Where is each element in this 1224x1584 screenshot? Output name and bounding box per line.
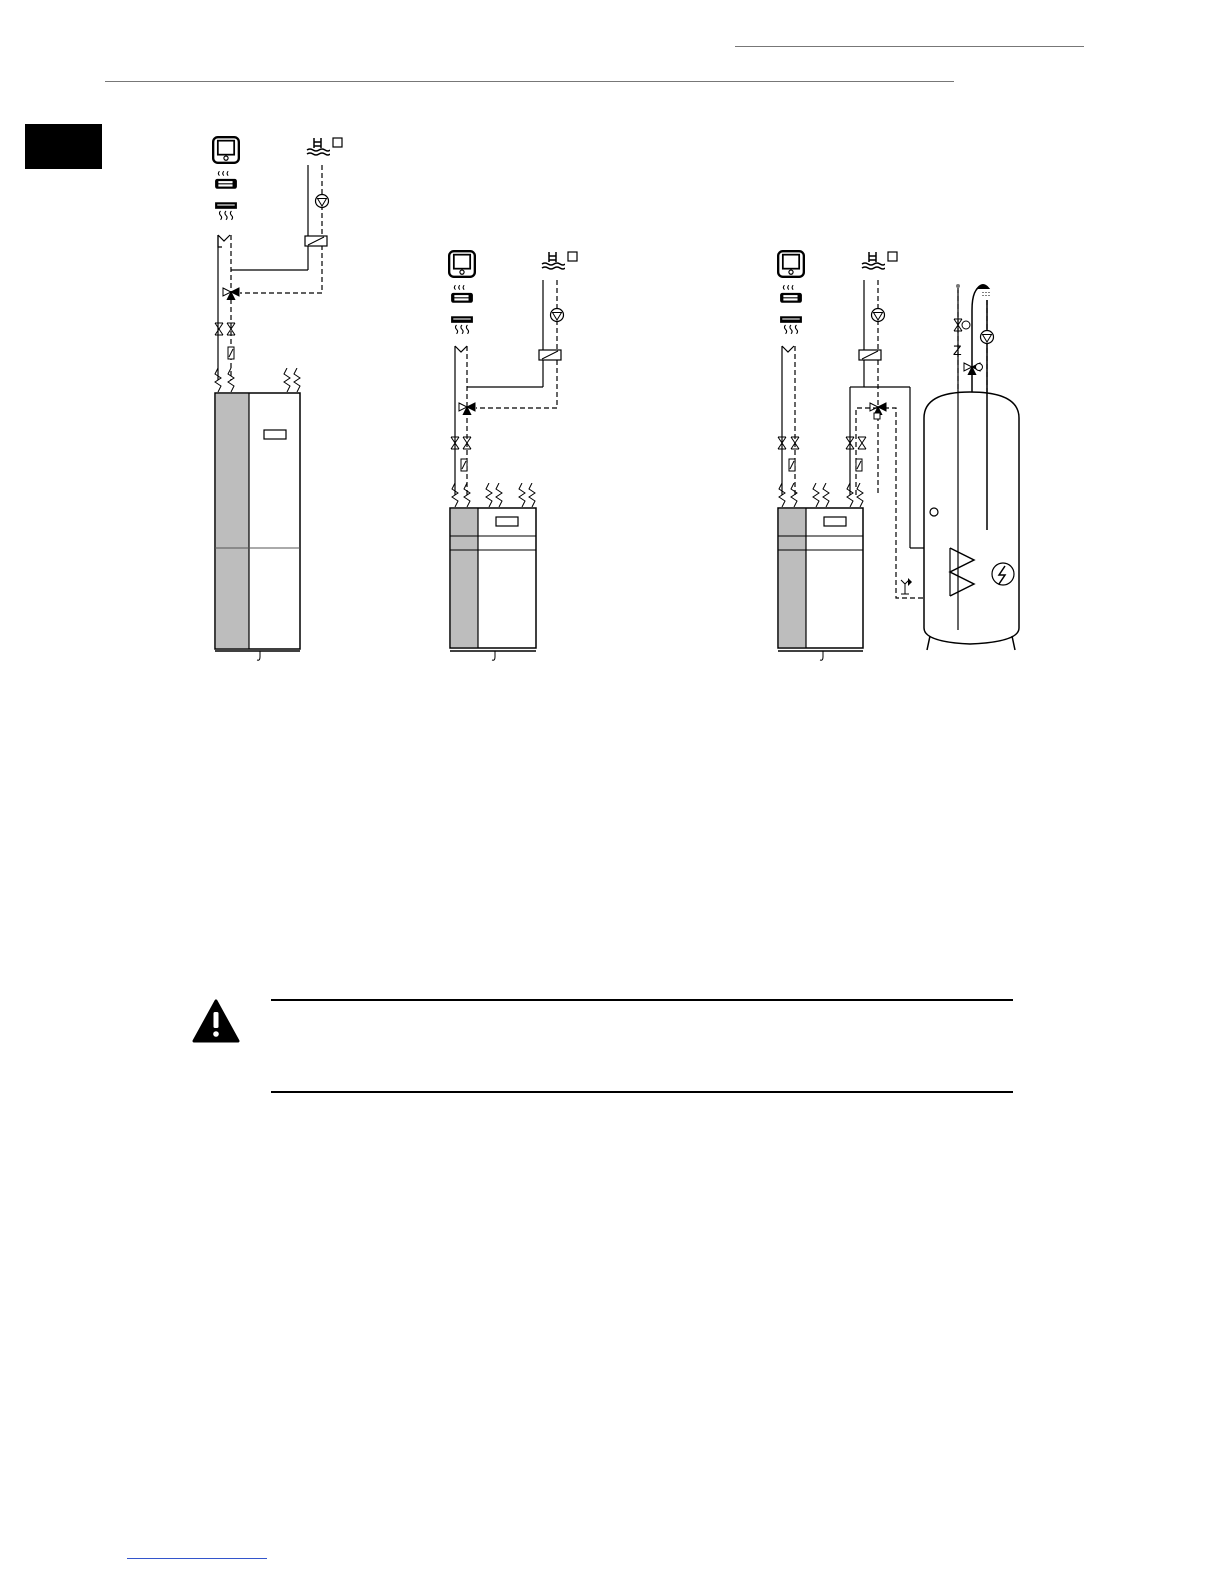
fan-coil-icon [451,316,473,333]
fan-coil-icon [780,316,802,333]
pool-pump-icon [551,309,564,322]
room-thermostat-icon [213,137,239,163]
underfloor-heating-icon [780,285,802,302]
pool-heat-exchanger-icon [305,236,327,246]
pool-checkbox [333,138,342,147]
room-thermostat-icon [778,251,804,277]
tank-label-z: Z [953,342,962,358]
fan-coil-icon [215,202,237,219]
system-1 [213,137,342,660]
pool-pump-icon [316,195,329,208]
underfloor-heating-icon [451,285,473,302]
pool-checkbox [568,252,577,261]
system-diagrams [0,0,1224,700]
pool-pump-icon [872,309,885,322]
system-2 [449,251,577,660]
pool-icon [542,252,565,269]
tank-sensor-icon [930,508,938,516]
recirculation-pump-icon [981,331,994,344]
safety-valve-icon [901,580,909,594]
shower-icon [978,285,988,288]
warning-bottom-rule [271,1091,1013,1093]
filter-icon [856,459,862,471]
pool-heat-exchanger-icon [859,350,881,360]
footer-link-rule [127,1558,267,1559]
underfloor-heating-icon [215,171,237,188]
system-3 [778,251,1019,660]
pool-heat-exchanger-icon [539,350,561,360]
filter-icon [461,459,467,471]
warning-triangle-icon [192,998,240,1044]
three-way-valve-icon [223,288,239,300]
wall-mounted-indoor-unit [778,508,863,660]
room-thermostat-icon [449,251,475,277]
filter-icon [789,459,795,471]
filter-icon [228,347,234,359]
pool-icon [862,252,885,269]
shutoff-valve-icon [215,323,223,335]
electric-heater-icon [992,563,1014,585]
wall-mounted-indoor-unit [450,508,536,660]
warning-top-rule [271,999,1013,1001]
shutoff-valve-icon [858,437,866,449]
floor-standing-integrated-unit [215,393,300,660]
pool-icon [307,138,330,155]
pool-checkbox [888,252,897,261]
